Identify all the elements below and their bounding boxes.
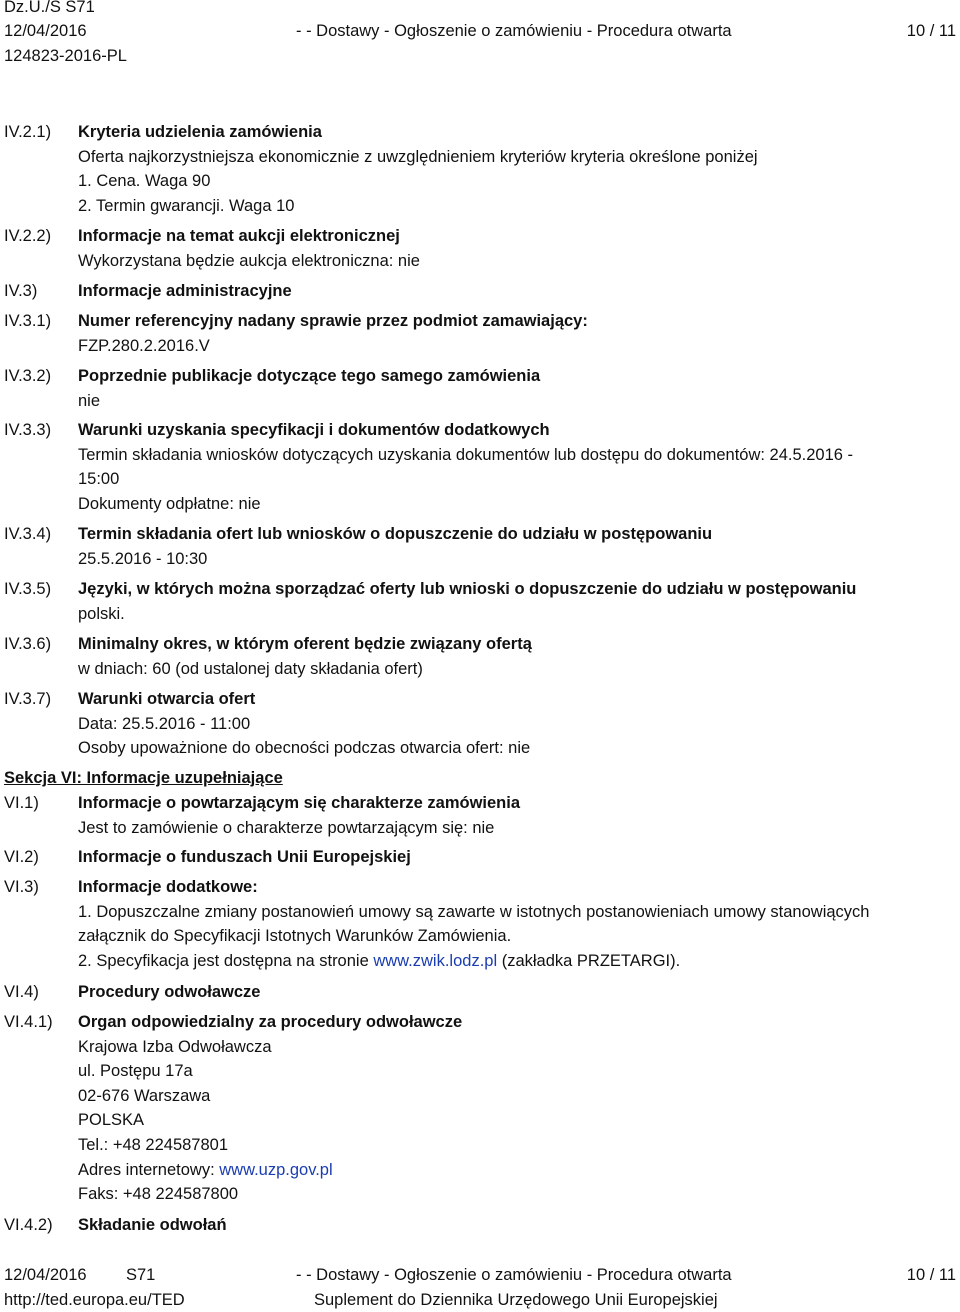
footer-supplement: Suplement do Dziennika Urzędowego Unii Europejskiej <box>314 1291 718 1309</box>
section-heading: Informacje o powtarzającym się charakterze zamówienia <box>78 794 521 812</box>
section-number: IV.3.3) <box>4 421 52 439</box>
footer-page: 10 / 11 <box>906 1266 956 1284</box>
section-number: IV.3.5) <box>4 580 52 598</box>
section-title: Sekcja VI: Informacje uzupełniające <box>4 769 283 787</box>
section-heading: Poprzednie publikacje dotyczące tego samego zamówienia <box>78 367 541 385</box>
section-heading: Warunki otwarcia ofert <box>78 690 256 708</box>
section-text: Osoby upoważnione do obecności podczas otwarcia ofert: nie <box>78 739 531 758</box>
web-link[interactable]: www.zwik.lodz.pl <box>373 951 498 970</box>
section-number: IV.2.1) <box>4 123 52 141</box>
section-heading: Informacje o funduszach Unii Europejskiej <box>78 848 411 866</box>
section-text: Termin składania wniosków dotyczących uzyskania dokumentów lub dostępu do dokumentów: 24.5.2016 - <box>78 445 854 464</box>
section-text: 02-676 Warszawa <box>78 1086 211 1105</box>
footer-title: - - Dostawy - Ogłoszenie o zamówieniu - Procedura otwarta <box>296 1266 732 1284</box>
line-text: 2. Specyfikacja jest dostępna na stronie <box>78 951 374 970</box>
section-number: VI.2) <box>4 848 39 866</box>
section-number: VI.4.1) <box>4 1013 53 1031</box>
text-line-with-link <box>78 949 952 974</box>
journal-ref: Dz.U./S S71 <box>4 0 95 16</box>
section-text: Oferta najkorzystniejsza ekonomicznie z uwzględnieniem kryteriów kryteria określone poniżej <box>78 147 758 166</box>
section-text: Wykorzystana będzie aukcja elektroniczna: nie <box>78 251 420 270</box>
section-number: VI.4) <box>4 983 39 1001</box>
section-text: 2. Termin gwarancji. Waga 10 <box>78 196 295 215</box>
section-text: FZP.280.2.2016.V <box>78 336 210 355</box>
section-text: polski. <box>78 604 125 623</box>
section-text: Data: 25.5.2016 - 11:00 <box>78 714 251 733</box>
section-text: nie <box>78 391 101 410</box>
section-heading: Języki, w których można sporządzać oferty lub wnioski o dopuszczenie do udziału w postępowaniu <box>78 580 857 598</box>
section-text: ul. Postępu 17a <box>78 1062 193 1081</box>
line-text: (zakładka PRZETARGI). <box>497 951 681 970</box>
section-text: w dniach: 60 (od ustalonej daty składania ofert) <box>78 659 423 678</box>
section-text: 15:00 <box>78 470 120 489</box>
section-number: IV.3.1) <box>4 312 52 330</box>
section-text: Jest to zamówienie o charakterze powtarzającym się: nie <box>78 818 495 837</box>
section-text: 1. Cena. Waga 90 <box>78 172 211 191</box>
section-heading: Informacje dodatkowe: <box>78 878 258 896</box>
section-text: POLSKA <box>78 1111 145 1130</box>
section-text: Krajowa Izba Odwoławcza <box>78 1037 272 1056</box>
section-number: IV.2.2) <box>4 227 52 245</box>
text-line-with-link <box>78 1158 952 1183</box>
section-text: Tel.: +48 224587801 <box>78 1136 229 1154</box>
section-heading: Organ odpowiedzialny za procedury odwoławcze <box>78 1013 463 1031</box>
section-number: IV.3.7) <box>4 690 52 708</box>
section-heading: Składanie odwołań <box>78 1216 227 1234</box>
section-heading: Informacje na temat aukcji elektronicznej <box>78 227 400 245</box>
header-title: - - Dostawy - Ogłoszenie o zamówieniu - Procedura otwarta <box>296 22 732 40</box>
section-heading: Procedury odwoławcze <box>78 983 261 1001</box>
section-number: VI.1) <box>4 794 39 812</box>
section-heading: Warunki uzyskania specyfikacji i dokumentów dodatkowych <box>78 421 550 439</box>
section-text: 25.5.2016 - 10:30 <box>78 549 208 568</box>
section-heading: Kryteria udzielenia zamówienia <box>78 123 322 141</box>
web-link[interactable]: www.uzp.gov.pl <box>219 1160 333 1179</box>
section-number: VI.3) <box>4 878 39 896</box>
section-heading: Informacje administracyjne <box>78 282 292 300</box>
section-heading: Numer referencyjny nadany sprawie przez podmiot zamawiający: <box>78 312 588 330</box>
footer-journal: S71 <box>126 1266 156 1284</box>
footer-date: 12/04/2016 <box>4 1266 87 1284</box>
footer-url: http://ted.europa.eu/TED <box>4 1291 185 1309</box>
section-number: VI.4.2) <box>4 1216 53 1234</box>
section-heading: Termin składania ofert lub wniosków o dopuszczenie do udziału w postępowaniu <box>78 525 713 543</box>
line-text: Adres internetowy: <box>78 1160 220 1179</box>
section-heading: Minimalny okres, w którym oferent będzie związany ofertą <box>78 635 532 653</box>
section-text: Dokumenty odpłatne: nie <box>78 494 261 513</box>
section-number: IV.3) <box>4 282 38 300</box>
section-text: 1. Dopuszczalne zmiany postanowień umowy są zawarte w istotnych postanowieniach umowy stanowiących <box>78 902 870 921</box>
section-number: IV.3.6) <box>4 635 52 653</box>
section-text: Faks: +48 224587800 <box>78 1185 239 1204</box>
section-number: IV.3.4) <box>4 525 52 543</box>
section-number: IV.3.2) <box>4 367 52 385</box>
notice-id: 124823-2016-PL <box>4 47 127 65</box>
header-date: 12/04/2016 <box>4 22 87 40</box>
section-text: załącznik do Specyfikacji Istotnych Warunków Zamówienia. <box>78 927 512 946</box>
header-page: 10 / 11 <box>906 22 956 40</box>
